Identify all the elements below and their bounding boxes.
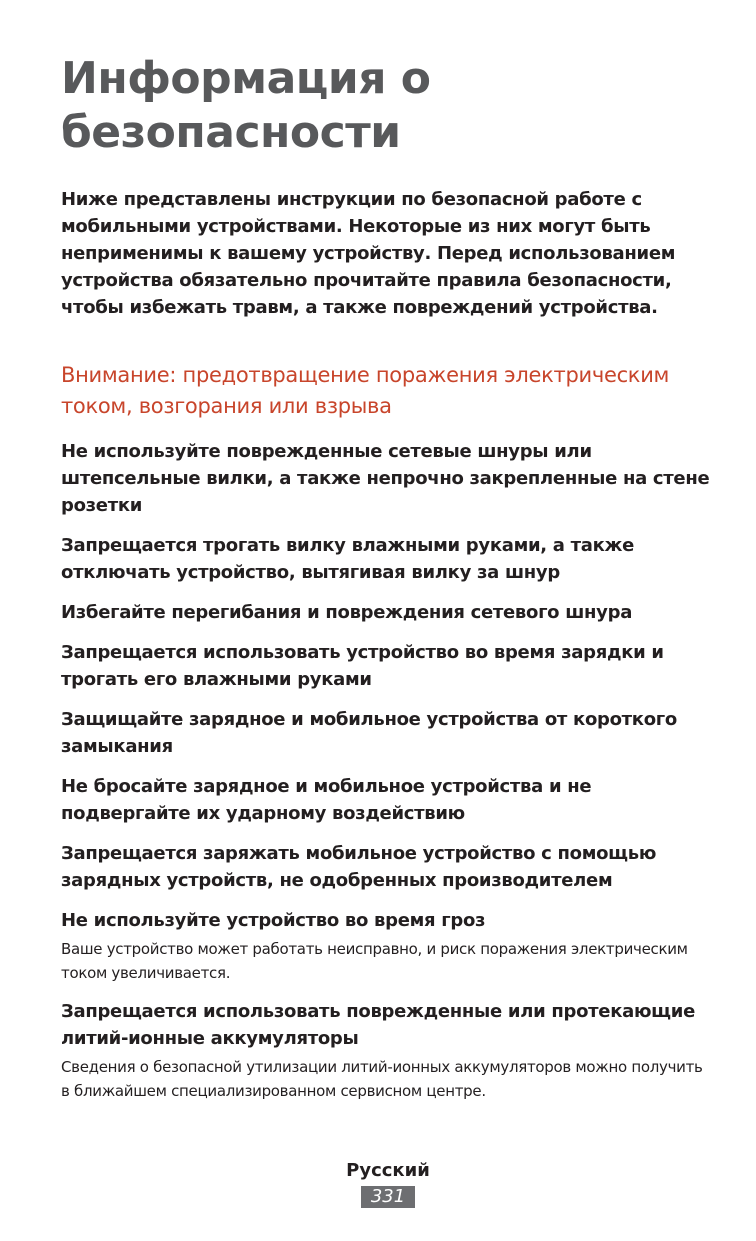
intro-paragraph: Ниже представлены инструкции по безопасной работе с мобильными устройствами. Некоторые из них могут быть неприменимы к вашему устройству. Перед использованием устройства обязательно прочитайте правила безопасности, чтобы избежать травм, а также повреждений устройства.: [61, 189, 676, 318]
page-number-badge: 331: [361, 1186, 415, 1208]
rule-title: Не используйте поврежденные сетевые шнуры или штепсельные вилки, а также непрочно закрепленные на стене розетки: [61, 441, 710, 516]
rule-item: [61, 907, 711, 985]
rule-title: Запрещается использовать устройство во время зарядки и трогать его влажными руками: [61, 642, 664, 690]
section-heading: Внимание: предотвращение поражения электрическим током, возгорания или взрыва: [61, 363, 670, 418]
document-page: [61, 52, 711, 1116]
rule-description: Ваше устройство может работать неисправно, и риск поражения электрическим током увеличивается.: [61, 940, 688, 982]
rule-item: [61, 532, 711, 586]
rule-title: Избегайте перегибания и повреждения сетевого шнура: [61, 602, 633, 623]
rule-title: Не бросайте зарядное и мобильное устройства и не подвергайте их ударному воздействию: [61, 776, 592, 824]
rule-item: [61, 639, 711, 693]
footer-language: Русский: [346, 1160, 430, 1181]
rule-title: Запрещается заряжать мобильное устройство с помощью зарядных устройств, не одобренных производителем: [61, 843, 657, 891]
rule-title: Запрещается трогать вилку влажными руками, а также отключать устройство, вытягивая вилку за шнур: [61, 535, 635, 583]
page-footer: [0, 1158, 756, 1208]
rule-item: [61, 599, 711, 626]
page-title: Информация о безопасности: [61, 53, 431, 158]
rule-title: Запрещается использовать поврежденные или протекающие литий-ионные аккумуляторы: [61, 1001, 695, 1049]
rules-list: [61, 438, 711, 1103]
rule-title: Не используйте устройство во время гроз: [61, 910, 486, 931]
rule-item: [61, 706, 711, 760]
rule-item: [61, 998, 711, 1103]
rule-item: [61, 840, 711, 894]
rule-description: Сведения о безопасной утилизации литий-ионных аккумуляторов можно получить в ближайшем специализированном сервисном центре.: [61, 1058, 703, 1100]
rule-item: [61, 438, 711, 519]
rule-title: Защищайте зарядное и мобильное устройства от короткого замыкания: [61, 709, 677, 757]
rule-item: [61, 773, 711, 827]
